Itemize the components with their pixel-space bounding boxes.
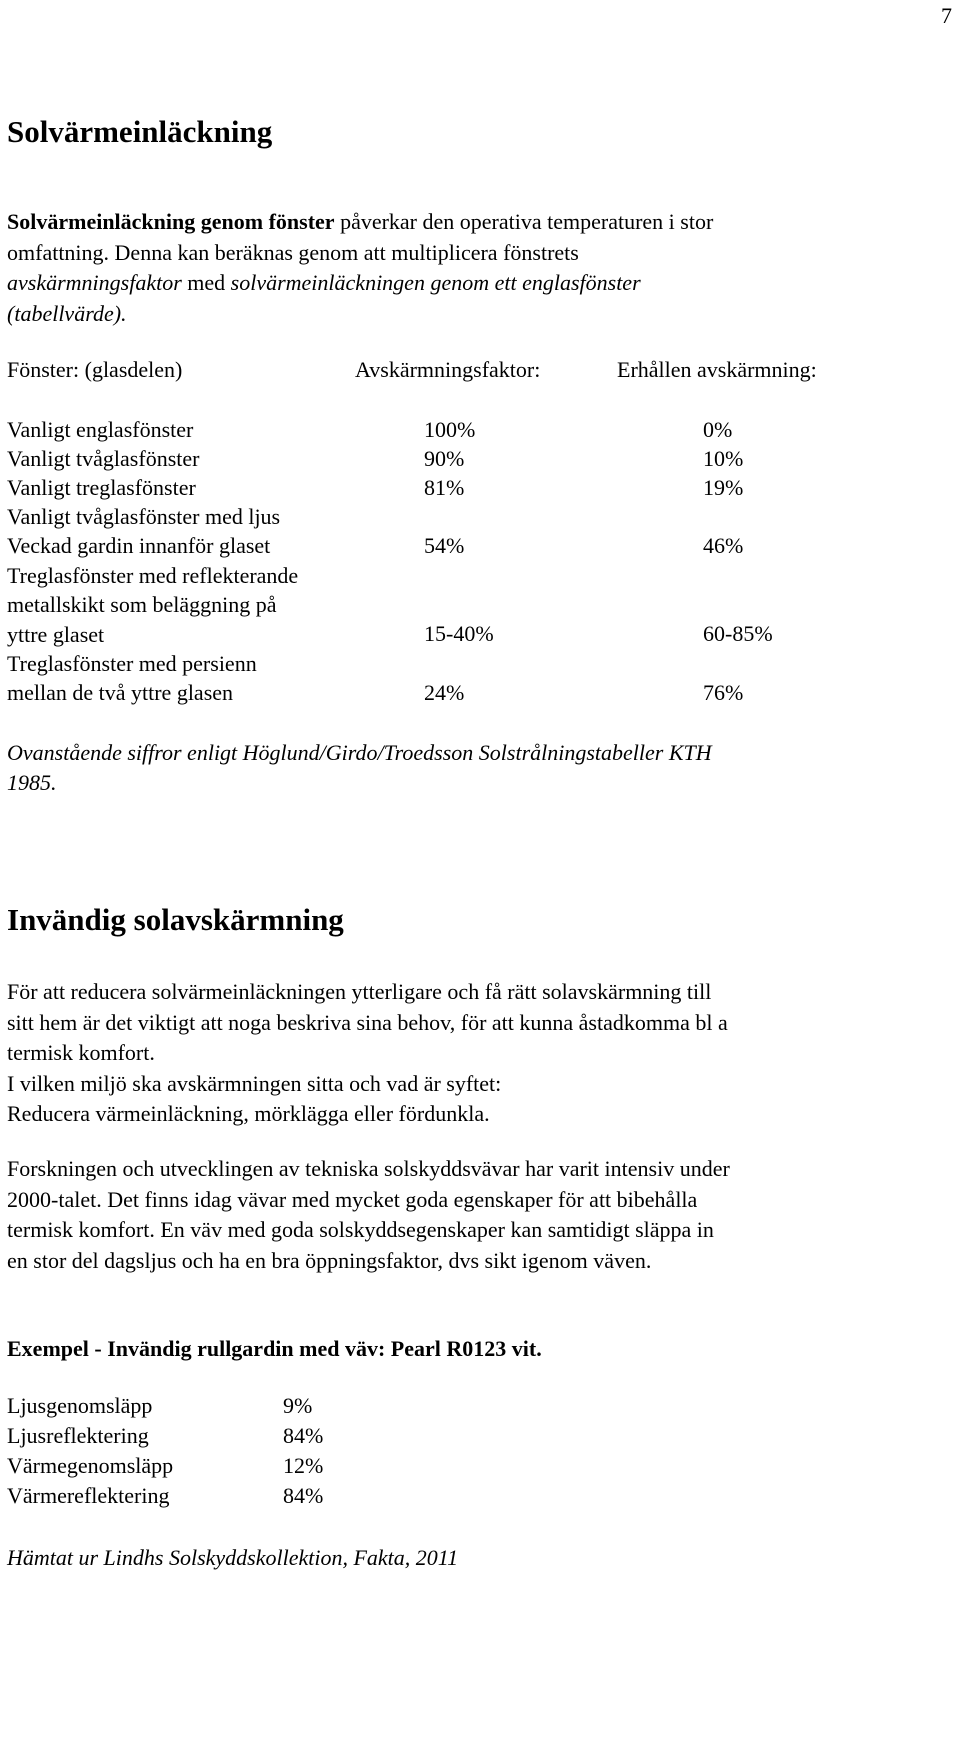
- intro-line-1: [7, 207, 957, 238]
- row-label: mellan de två yttre glasen: [7, 680, 234, 706]
- spec-value: 12%: [283, 1453, 324, 1478]
- source-line-2: 1985.: [7, 770, 57, 795]
- paragraph-line: För att reducera solvärmeinläckningen ytterligare och få rätt solavskärmning till: [7, 979, 712, 1004]
- row-label: Treglasfönster med reflekterande: [7, 563, 299, 588]
- spec-label: Värmereflektering: [7, 1483, 170, 1508]
- table-row: [7, 473, 196, 502]
- table-source: [7, 738, 712, 798]
- intro-line-2: omfattning. Denna kan beräknas genom att multiplicera fönstrets: [7, 239, 579, 265]
- row-factor: 90%: [424, 446, 465, 471]
- table-row: [7, 444, 199, 473]
- row-label: Treglasfönster med persienn: [7, 651, 257, 676]
- spec-value: 84%: [283, 1483, 324, 1508]
- table-row: [7, 649, 257, 708]
- table-header-result: Erhållen avskärmning:: [617, 357, 817, 382]
- paragraph-line: termisk komfort. En väv med goda solskyddsegenskaper kan samtidigt släppa in: [7, 1217, 714, 1242]
- section-heading-solvarmeinlackning: Solvärmeinläckning: [7, 114, 273, 149]
- paragraph-line: en stor del dagsljus och ha en bra öppningsfaktor, dvs sikt igenom väven.: [7, 1247, 652, 1273]
- example-heading: Exempel - Invändig rullgardin med väv: Pearl R0123 vit.: [7, 1336, 542, 1361]
- row-factor: 24%: [424, 680, 465, 705]
- table-header-window: Fönster: (glasdelen): [7, 357, 183, 382]
- row-result: 60-85%: [703, 621, 773, 646]
- paragraph-line: Forskningen och utvecklingen av tekniska solskyddsvävar har varit intensiv under: [7, 1156, 730, 1181]
- spec-label: Värmegenomsläpp: [7, 1453, 174, 1478]
- row-factor: 15-40%: [424, 621, 494, 646]
- row-result: 19%: [703, 475, 744, 500]
- row-result: 10%: [703, 446, 744, 471]
- row-label: Vanligt tvåglasfönster med ljus: [7, 504, 281, 529]
- row-result: 46%: [703, 533, 744, 558]
- paragraph-2: [7, 1154, 730, 1276]
- table-header-factor: Avskärmningsfaktor:: [355, 357, 541, 382]
- row-label: yttre glaset: [7, 621, 105, 647]
- spec-label: Ljusgenomsläpp: [7, 1393, 153, 1418]
- spec-label: Ljusreflektering: [7, 1423, 149, 1448]
- intro-line-3: [7, 268, 957, 299]
- paragraph-line: sitt hem är det viktigt att noga beskriva sina behov, för att kunna åstadkomma bl a: [7, 1009, 728, 1035]
- example-source: Hämtat ur Lindhs Solskyddskollektion, Fakta, 2011: [7, 1545, 459, 1570]
- spec-values: [283, 1391, 323, 1511]
- page-number: 7: [941, 3, 952, 28]
- intro-italic-a: avskärmningsfaktor: [7, 270, 182, 295]
- table-row: [7, 561, 298, 649]
- row-result: 76%: [703, 680, 744, 705]
- row-result: 0%: [703, 417, 733, 442]
- paragraph-line: Reducera värmeinläckning, mörklägga eller fördunkla.: [7, 1101, 490, 1126]
- row-factor: 100%: [424, 417, 476, 442]
- row-factor: 54%: [424, 533, 465, 558]
- paragraph-line: 2000-talet. Det finns idag vävar med mycket goda egenskaper för att bibehålla: [7, 1186, 698, 1212]
- table-row: [7, 415, 193, 444]
- row-label: Vanligt tvåglasfönster: [7, 446, 200, 471]
- spec-value: 84%: [283, 1423, 324, 1448]
- table-row: [7, 502, 280, 561]
- spec-value: 9%: [283, 1393, 313, 1418]
- intro-line-4: (tabellvärde).: [7, 300, 127, 326]
- intro-italic-b: solvärmeinläckningen genom ett englasfönster: [230, 270, 641, 295]
- intro-line3-mid: med: [181, 270, 231, 295]
- paragraph-line: termisk komfort.: [7, 1040, 155, 1065]
- source-line-1: Ovanstående siffror enligt Höglund/Girdo/Troedsson Solstrålningstabeller KTH: [7, 740, 712, 765]
- intro-bold-lead: Solvärmeinläckning genom fönster: [7, 209, 335, 234]
- intro-paragraph: [7, 207, 957, 329]
- intro-line1-rest: påverkar den operativa temperaturen i stor: [334, 209, 714, 234]
- paragraph-1: [7, 977, 728, 1130]
- paragraph-line: I vilken miljö ska avskärmningen sitta och vad är syftet:: [7, 1070, 502, 1096]
- spec-labels: [7, 1391, 173, 1511]
- section-heading-invandig-solavskarmning: Invändig solavskärmning: [7, 902, 344, 937]
- row-label: Vanligt englasfönster: [7, 417, 194, 442]
- row-label: Veckad gardin innanför glaset: [7, 533, 271, 559]
- row-factor: 81%: [424, 475, 465, 500]
- row-label: metallskikt som beläggning på: [7, 592, 277, 618]
- row-label: Vanligt treglasfönster: [7, 475, 196, 500]
